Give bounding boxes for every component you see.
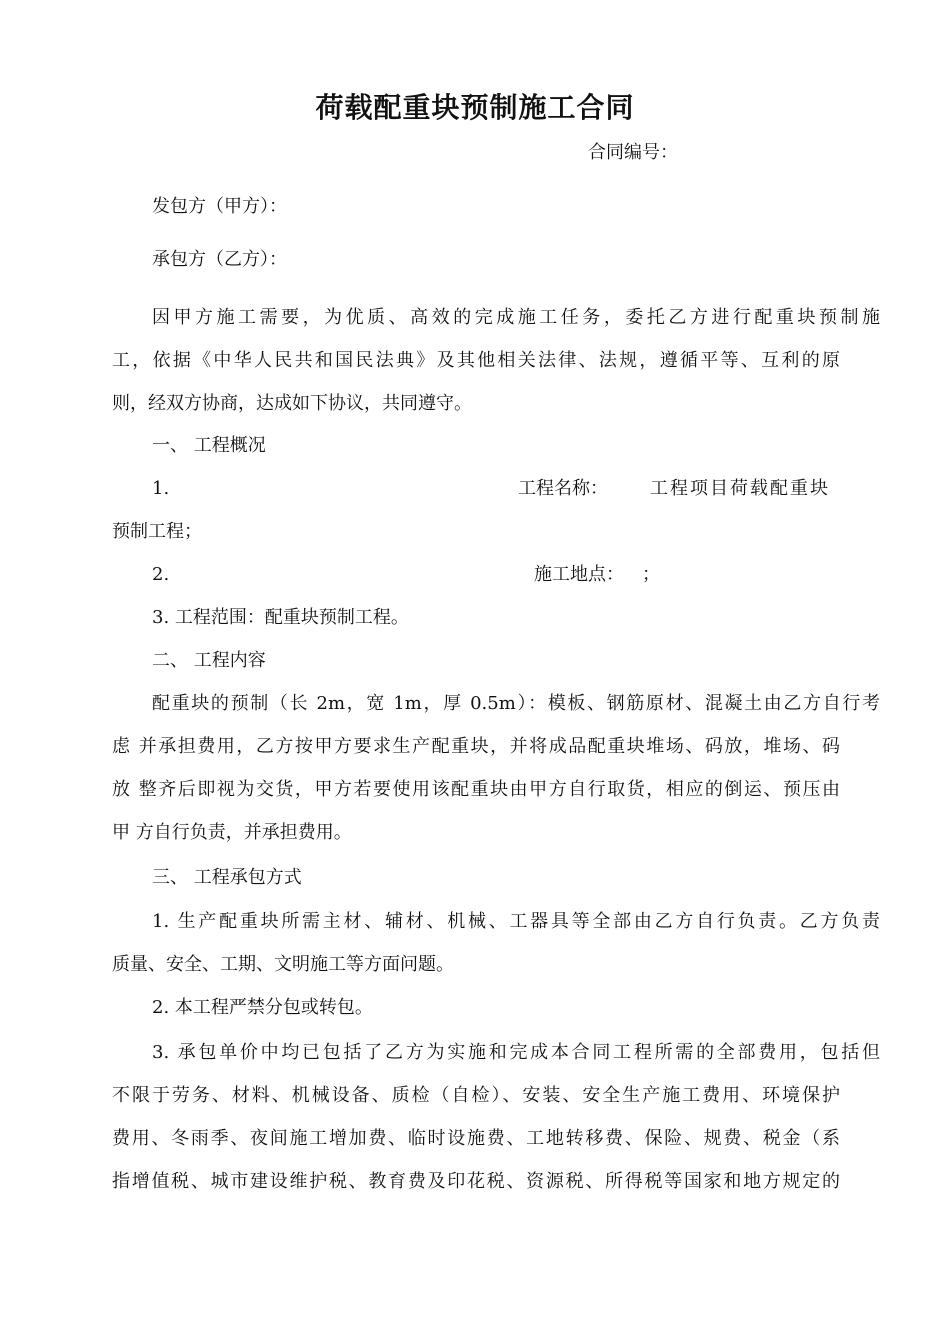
party-b-line: 承包方（乙方）：	[152, 249, 287, 270]
intro-line: 工，依据《中华人民共和国民法典》及其他相关法律、法规，遵循平等、互利的原	[112, 350, 840, 371]
unit-price-line: 指增值税、城市建设维护税、教育费及印花税、资源税、所得税等国家和地方规定的	[112, 1171, 840, 1192]
section-heading: 三、 工程承包方式	[152, 867, 302, 888]
content-line: 甲 方自行负责，并承担费用。	[112, 822, 352, 843]
intro-line: 则，经双方协商，达成如下协议，共同遵守。	[112, 393, 472, 414]
contract-method-line: 1. 生产配重块所需主材、辅材、机械、工器具等全部由乙方自行负责。乙方负责	[152, 911, 880, 932]
intro-line: 因甲方施工需要，为优质、高效的完成施工任务，委托乙方进行配重块预制施	[152, 307, 880, 328]
party-a-line: 发包方（甲方）：	[152, 196, 287, 217]
section-heading: 二、 工程内容	[152, 650, 266, 671]
content-line: 虑 并承担费用，乙方按甲方要求生产配重块，并将成品配重块堆场、码放，堆场、码	[112, 736, 840, 757]
document-title: 荷载配重块预制施工合同	[315, 91, 635, 124]
construction-site-value: ；	[642, 564, 660, 585]
unit-price-line: 不限于劳务、材料、机械设备、质检（自检）、安装、安全生产施工费用、环境保护	[112, 1085, 840, 1106]
content-line: 放 整齐后即视为交货，甲方若要使用该配重块由甲方自行取货，相应的倒运、预压由	[112, 779, 840, 800]
item-number: 1.	[152, 478, 170, 499]
item-number: 2.	[152, 564, 170, 585]
project-scope-line: 3. 工程范围：配重块预制工程。	[152, 607, 409, 628]
construction-site-label: 施工地点：	[534, 564, 624, 585]
project-name-row	[112, 474, 840, 504]
project-name-continuation: 预制工程；	[112, 521, 202, 542]
section-heading: 一、 工程概况	[152, 435, 266, 456]
construction-site-row	[112, 560, 840, 590]
no-subcontract-line: 2. 本工程严禁分包或转包。	[152, 997, 373, 1018]
unit-price-line: 3. 承包单价中均已包括了乙方为实施和完成本合同工程所需的全部费用，包括但	[152, 1042, 880, 1063]
content-line: 配重块的预制（长 2m，宽 1m，厚 0.5m）：模板、钢筋原材、混凝土由乙方自行考	[152, 693, 880, 714]
project-name-label: 工程名称：	[518, 478, 608, 499]
unit-price-line: 费用、冬雨季、夜间施工增加费、临时设施费、工地转移费、保险、规费、税金（系	[112, 1128, 840, 1149]
contract-number-label: 合同编号：	[588, 142, 678, 163]
project-name-value: 工程项目荷载配重块	[650, 478, 830, 499]
contract-method-line: 质量、安全、工期、文明施工等方面问题。	[112, 954, 454, 975]
